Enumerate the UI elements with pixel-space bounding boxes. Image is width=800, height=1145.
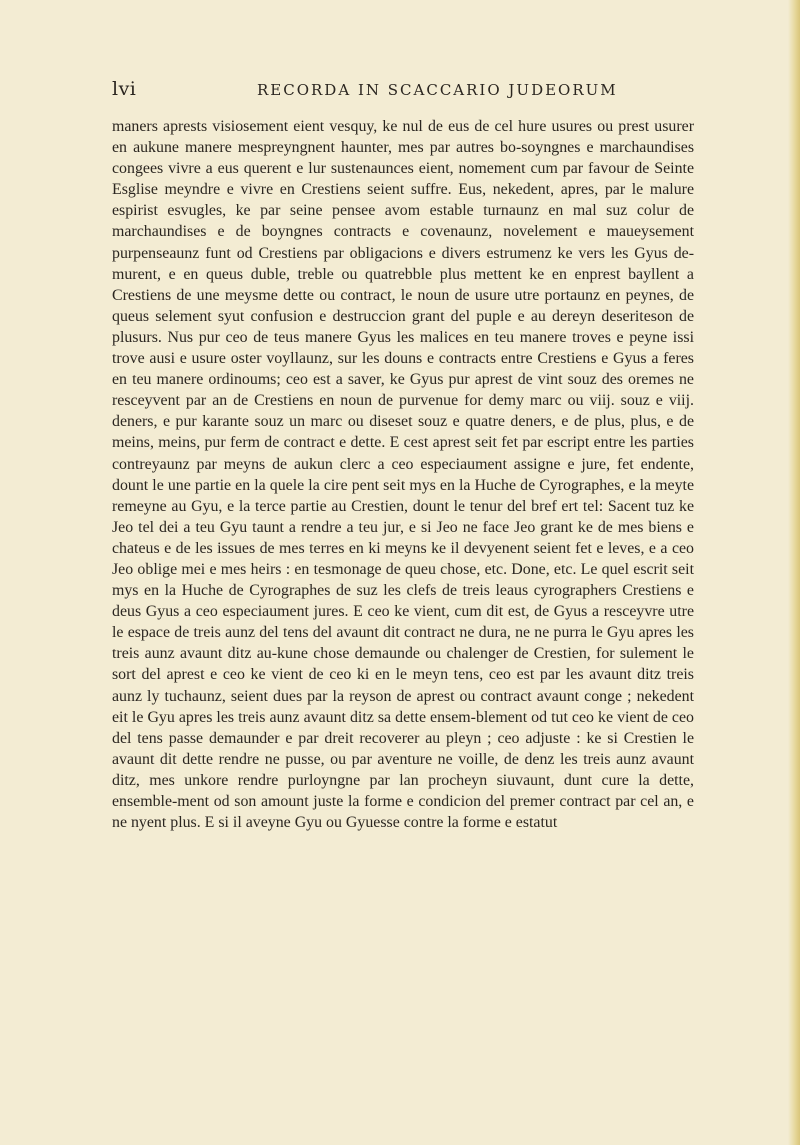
page-number: lvi: [112, 78, 137, 100]
body-paragraph: maners aprests visiosement eient vesquy, ke nul de eus de cel hure usures ou prest usurer en aukune manere mespreyngnent haunter, mes par autres bo-soyngnes e marchaundises congees vivre a eus querent e lur sustenaunces eient, nomement cum par favour de Seinte Esglise meyndre e vivre en Crestiens seient suffre. Eus, nekedent, apres, par le malure espirist esvugles, ke par seine pensee avom estable turnaunz en mal suz colur de marchaundises e de boyngnes contracts e covenaunz, novelement e maueysement purpenseaunz funt od Crestiens par obligacions e divers estrumenz ke vers les Gyus de-murent, e en queus duble, treble ou quatrebble plus mettent ke en enprest bayllent a Crestiens de une meysme dette ou contract, le noun de usure utre portaunz en peynes, de queus selement syut confusion e destruccion grant del puple e au dereyn deseriteson de plusurs. Nus pur ceo de teus manere Gyus les malices en teu manere troves e peyne issi trove ausi e usure oster voyllaunz, sur les douns e contracts entre Crestiens e Gyus a feres en teu manere ordinoums; ceo est a saver, ke Gyus pur aprest de vint souz des oremes ne resceyvent par an de Crestiens en noun de purvenue for demy marc ou viij. souz e viij. deners, e pur karante souz un marc ou diseset souz e quatre deners, e de plus, plus, e de meins, meins, pur ferm de contract e dette. E cest aprest seit fet par escript entre les parties contreyaunz par meyns de aukun clerc a ceo especiaument assigne e jure, fet endente, dount le une partie en la quele la cire pent seit mys en la Huche de Cyrographes, e la meyte remeyne au Gyu, e la terce partie au Crestien, dount le tenur del bref ert tel: Sacent tuz ke Jeo tel dei a teu Gyu taunt a rendre a teu jur, e si Jeo ne face Jeo grant ke de mes biens e chateus e de les issues de mes terres en ki meyns ke il devyenent seient fet e leves, e a ceo Jeo oblige mei e mes heirs : en tesmonage de queu chose, etc. Done, etc. Le quel escrit seit mys en la Huche de Cyrographes de suz les clefs de treis leaus cyrographers Crestiens e deus Gyus a ceo especiaument jures. E ceo ke vient, cum dit est, de Gyus a resceyvre utre le espace de treis aunz del tens del avaunt dit contract ne dura, ne ne purra le Gyu apres les treis aunz avaunt ditz au-kune chose demaunde ou chalenger de Crestien, for sulement le sort del aprest e ceo ke vient de ceo ki en le meyn tens, ceo est par les avaunt ditz treis aunz ly tuchaunz, seient dues par la reyson de aprest ou contract avaunt conge ; nekedent eit le Gyu apres les treis aunz avaunt ditz sa dette ensem-blement od tut ceo ke vient de ceo del tens passe demaunder e par dreit recoverer au pleyn ; ceo adjuste : ke si Crestien le avaunt dit dette rendre ne pusse, ou par aventure ne voille, de denz les treis aunz avaunt ditz, mes unkore rendre purloyngne par lan procheyn siuvaunt, dunt cure la dette, ensemble-ment od son amount juste la forme e condicion del premer contract par cel an, e ne nyent plus. E si il aveyne Gyu ou Gyuesse contre la forme e estatut: [112, 118, 694, 832]
running-title: RECORDA IN SCACCARIO JUDEORUM: [257, 81, 618, 99]
page-edge-shading: [788, 0, 800, 1145]
page-header: [112, 78, 712, 108]
